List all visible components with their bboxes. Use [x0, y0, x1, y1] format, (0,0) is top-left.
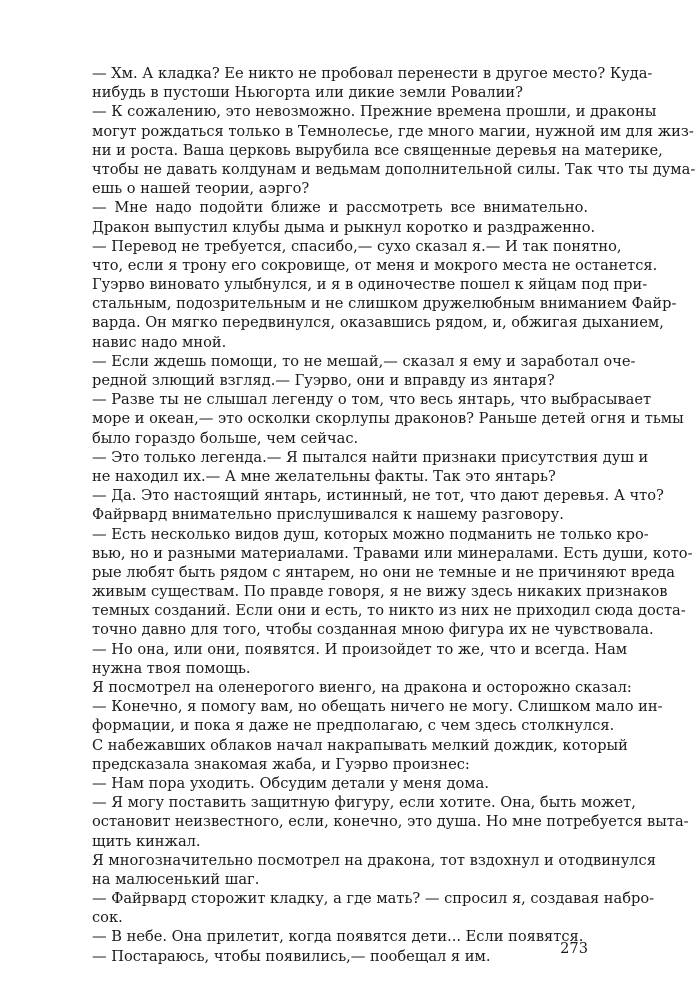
text-line: щить кинжал.	[92, 832, 201, 850]
text-line: формации, и пока я даже не предполагаю, с чем здесь столкнулся.	[92, 717, 615, 735]
text-line: Гуэрво виновато улыбнулся, и я в одиночестве пошел к яйцам под при-	[92, 276, 648, 294]
text-line: Дракон выпустил клубы дыма и рыкнул коротко и раздраженно.	[92, 218, 596, 236]
text-line: Я многозначительно посмотрел на дракона, тот вздохнул и отодвинулся	[92, 851, 656, 869]
text-line: что, если я трону его сокровище, от меня и мокрого места не останется.	[92, 256, 658, 274]
text-line: — В небе. Она прилетит, когда появятся дети... Если появятся.	[92, 928, 584, 946]
text-line: Я посмотрел на оленерогого виенго, на дракона и осторожно сказал:	[92, 679, 632, 696]
text-line: живым существам. По правде говоря, я не вижу здесь никаких признаков	[92, 583, 668, 601]
text-line: могут рождаться только в Темнолесье, где много магии, нужной им для жиз-	[92, 122, 694, 140]
text-line: вью, но и разными материалами. Травами или минералами. Есть души, кото-	[92, 544, 693, 562]
text-line: не находил их.— А мне желательны факты. Так это янтарь?	[92, 467, 556, 485]
text-line: — Да. Это настоящий янтарь, истинный, не тот, что дают деревья. А что?	[92, 487, 664, 505]
text-line: — Нам пора уходить. Обсудим детали у меня дома.	[92, 774, 489, 792]
text-line: — Конечно, я помогу вам, но обещать ничего не могу. Слишком мало ин-	[92, 698, 663, 716]
text-line: море и океан,— это осколки скорлупы драконов? Раньше детей огня и тьмы	[92, 410, 684, 428]
text-line: — Но она, или они, появятся. И произойдет то же, что и всегда. Нам	[92, 640, 628, 658]
text-line: — Постараюсь, чтобы появились,— пообещал я им.	[92, 947, 491, 965]
text-line: было гораздо больше, чем сейчас.	[92, 429, 359, 447]
text-line: предсказала знакомая жаба, и Гуэрво произнес:	[92, 755, 470, 773]
text-line: чтобы не давать колдунам и ведьмам дополнительной силы. Так что ты дума-	[92, 160, 695, 178]
text-line: — Мне надо подойти ближе и рассмотреть все внимательно.	[92, 199, 588, 217]
text-line: С набежавших облаков начал накрапывать мелкий дождик, который	[92, 736, 628, 754]
text-line: — Хм. А кладка? Ее никто не пробовал перенести в другое место? Куда-	[92, 65, 653, 82]
text-line: навис надо мной.	[92, 333, 227, 351]
text-line: на малюсенький шаг.	[92, 870, 260, 888]
text-line: ешь о нашей теории, аэрго?	[92, 180, 310, 198]
text-line: Файрвард внимательно прислушивался к нашему разговору.	[92, 506, 564, 524]
text-line: темных созданий. Если они и есть, то никто из них не приходил сюда доста-	[92, 602, 686, 620]
text-line: — Файрвард сторожит кладку, а где мать? — спросил я, создавая набро-	[92, 890, 655, 908]
text-line: варда. Он мягко передвинулся, оказавшись рядом, и, обжигая дыханием,	[92, 314, 664, 332]
text-line: — Разве ты не слышал легенду о том, что весь янтарь, что выбрасывает	[92, 391, 652, 409]
text-line: — Перевод не требуется, спасибо,— сухо сказал я.— И так понятно,	[92, 237, 622, 255]
text-line: остановит неизвестного, если, конечно, это душа. Но мне потребуется выта-	[92, 813, 689, 831]
text-line: точно давно для того, чтобы созданная мною фигура их не чувствовала.	[92, 621, 654, 639]
text-line: рые любят быть рядом с янтарем, но они не темные и не причиняют вреда	[92, 563, 675, 581]
text-line: — Я могу поставить защитную фигуру, если хотите. Она, быть может,	[92, 794, 636, 812]
text-line: — Если ждешь помощи, то не мешай,— сказал я ему и заработал оче-	[92, 352, 636, 370]
page-number: 273	[560, 940, 588, 957]
text-line: — К сожалению, это невозможно. Прежние времена прошли, и драконы	[92, 103, 657, 121]
text-line: редной злющий взгляд.— Гуэрво, они и вправду из янтаря?	[92, 372, 555, 389]
text-line: ни и роста. Ваша церковь вырубила все священные деревья на материке,	[92, 141, 663, 159]
text-line: — Есть несколько видов душ, которых можно подманить не только кро-	[92, 525, 649, 543]
text-line: нужна твоя помощь.	[92, 659, 251, 677]
body-text	[92, 64, 695, 966]
text-line: сок.	[92, 909, 123, 927]
text-line: нибудь в пустоши Ньюгорта или дикие земли Ровалии?	[92, 84, 523, 102]
text-line: — Это только легенда.— Я пытался найти признаки присутствия душ и	[92, 448, 649, 466]
text-line: стальным, подозрительным и не слишком дружелюбным вниманием Файр-	[92, 295, 677, 313]
